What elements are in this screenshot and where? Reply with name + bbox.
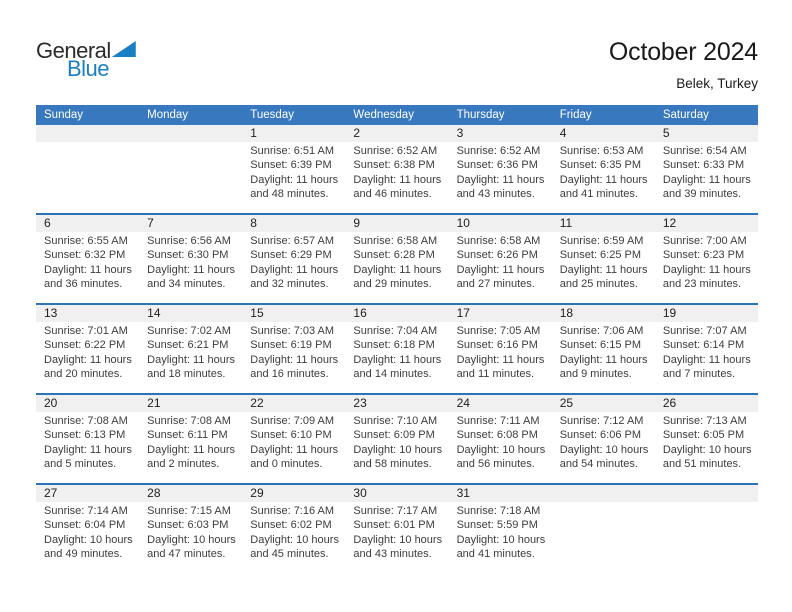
sunrise-text: Sunrise: 7:14 AM (44, 505, 128, 517)
sunrise-text: Sunrise: 7:03 AM (250, 325, 335, 337)
sunrise-text: Sunrise: 7:18 AM (456, 505, 541, 517)
day-number: 15 (250, 306, 264, 320)
sunrise-text: Sunrise: 7:12 AM (559, 415, 644, 427)
daylight-text-line2: and 27 minutes. (456, 277, 535, 290)
calendar-cell (36, 502, 139, 573)
sunrise-text: Sunrise: 7:07 AM (662, 325, 747, 337)
day-number: 11 (559, 216, 573, 230)
logo-word-blue: Blue (67, 56, 110, 81)
sunrise-text: Sunrise: 7:11 AM (456, 415, 540, 427)
calendar-cell (449, 412, 552, 483)
sunrise-text: Sunrise: 6:52 AM (353, 145, 438, 157)
daylight-text-line2: and 49 minutes. (44, 547, 123, 560)
calendar-cell (139, 232, 242, 303)
daylight-text-line1: Daylight: 11 hours (662, 263, 751, 276)
wedge-triangle-icon (112, 41, 136, 57)
sunrise-text: Sunrise: 7:10 AM (353, 415, 438, 427)
day-number: 31 (456, 486, 470, 500)
daylight-text-line1: Daylight: 11 hours (559, 263, 648, 276)
calendar-cell (242, 502, 345, 573)
daylight-text-line2: and 46 minutes. (353, 187, 432, 200)
sunset-text: Sunset: 6:19 PM (250, 339, 332, 352)
day-number: 3 (456, 126, 464, 140)
sunset-text: Sunset: 6:21 PM (147, 339, 229, 352)
daylight-text-line2: and 56 minutes. (456, 457, 535, 470)
weekday-header-saturday: Saturday (662, 109, 709, 121)
sunset-text: Sunset: 6:28 PM (353, 249, 435, 262)
sunset-text: Sunset: 6:01 PM (353, 519, 435, 532)
sunrise-text: Sunrise: 6:53 AM (559, 145, 644, 157)
sunrise-text: Sunrise: 6:58 AM (456, 235, 541, 247)
page-subtitle: Belek, Turkey (676, 76, 758, 91)
sunset-text: Sunset: 6:36 PM (456, 159, 538, 172)
sunrise-text: Sunrise: 6:54 AM (662, 145, 747, 157)
calendar-cell (139, 502, 242, 573)
day-number: 4 (559, 126, 567, 140)
week-row (36, 213, 758, 303)
week-content-row (36, 502, 758, 573)
day-number: 18 (559, 306, 574, 320)
daylight-text-line1: Daylight: 11 hours (250, 263, 339, 276)
calendar-cell (655, 322, 758, 393)
day-number: 16 (353, 306, 367, 320)
daylight-text-line2: and 20 minutes. (44, 367, 123, 380)
daylight-text-line1: Daylight: 10 hours (147, 533, 236, 546)
calendar-cell (36, 322, 139, 393)
calendar-cell-empty (139, 142, 242, 213)
sunset-text: Sunset: 6:14 PM (662, 339, 745, 352)
weekday-header-tuesday: Tuesday (250, 109, 294, 121)
sunset-text: Sunset: 6:02 PM (250, 519, 332, 532)
daylight-text-line2: and 47 minutes. (147, 547, 226, 560)
daylight-text-line1: Daylight: 11 hours (147, 443, 235, 456)
daylight-text-line1: Daylight: 10 hours (250, 533, 339, 546)
calendar-cell (655, 232, 758, 303)
sunset-text: Sunset: 6:04 PM (44, 519, 126, 532)
calendar-cell-empty (36, 142, 139, 213)
week-content-row (36, 232, 758, 303)
daylight-text-line1: Daylight: 10 hours (353, 443, 443, 456)
day-number: 19 (662, 306, 677, 320)
day-number: 8 (250, 216, 257, 230)
sunset-text: Sunset: 6:30 PM (147, 249, 229, 262)
day-number: 27 (44, 486, 58, 500)
daylight-text-line1: Daylight: 10 hours (559, 443, 649, 456)
day-number-strip (36, 305, 758, 322)
daylight-text-line2: and 36 minutes. (44, 277, 123, 290)
sunset-text: Sunset: 6:15 PM (559, 339, 642, 352)
daylight-text-line1: Daylight: 11 hours (353, 173, 442, 186)
calendar-cell (552, 232, 655, 303)
daylight-text-line2: and 7 minutes. (662, 367, 735, 380)
sunset-text: Sunset: 6:33 PM (662, 159, 745, 172)
daylight-text-line1: Daylight: 10 hours (662, 443, 752, 456)
day-number: 23 (353, 396, 367, 410)
daylight-text-line1: Daylight: 11 hours (353, 353, 442, 366)
daylight-text-line1: Daylight: 11 hours (559, 173, 648, 186)
daylight-text-line1: Daylight: 11 hours (456, 173, 545, 186)
daylight-text-line2: and 48 minutes. (250, 187, 329, 200)
sunrise-text: Sunrise: 6:57 AM (250, 235, 335, 247)
sunrise-text: Sunrise: 7:08 AM (147, 415, 231, 427)
day-number: 12 (662, 216, 677, 230)
day-number-strip (36, 215, 758, 232)
calendar-cell (552, 412, 655, 483)
sunset-text: Sunset: 6:18 PM (353, 339, 435, 352)
day-number: 2 (353, 126, 361, 140)
daylight-text-line2: and 2 minutes. (147, 457, 220, 470)
day-number: 20 (44, 396, 58, 410)
day-number: 5 (662, 126, 670, 140)
daylight-text-line1: Daylight: 11 hours (662, 173, 751, 186)
sunrise-text: Sunrise: 7:00 AM (662, 235, 747, 247)
daylight-text-line2: and 18 minutes. (147, 367, 226, 380)
sunrise-text: Sunrise: 7:04 AM (353, 325, 438, 337)
weekday-header-wednesday: Wednesday (353, 109, 414, 121)
daylight-text-line2: and 14 minutes. (353, 367, 432, 380)
day-number-empty (36, 125, 139, 142)
sunrise-text: Sunrise: 7:02 AM (147, 325, 231, 337)
sunrise-text: Sunrise: 7:09 AM (250, 415, 335, 427)
daylight-text-line2: and 11 minutes. (456, 367, 535, 380)
daylight-text-line2: and 54 minutes. (559, 457, 638, 470)
sunset-text: Sunset: 6:26 PM (456, 249, 538, 262)
calendar-cell (242, 322, 345, 393)
sunset-text: Sunset: 6:11 PM (147, 429, 228, 442)
sunset-text: Sunset: 6:22 PM (44, 339, 126, 352)
sunrise-text: Sunrise: 7:16 AM (250, 505, 335, 517)
sunset-text: Sunset: 6:13 PM (44, 429, 126, 442)
day-number: 21 (147, 396, 161, 410)
daylight-text-line1: Daylight: 10 hours (44, 533, 133, 546)
sunset-text: Sunset: 6:03 PM (147, 519, 229, 532)
day-number-empty (139, 125, 242, 142)
sunset-text: Sunset: 6:25 PM (559, 249, 642, 262)
daylight-text-line2: and 29 minutes. (353, 277, 432, 290)
sunset-text: Sunset: 6:16 PM (456, 339, 538, 352)
day-number-strip (36, 395, 758, 412)
daylight-text-line1: Daylight: 10 hours (456, 443, 546, 456)
daylight-text-line1: Daylight: 11 hours (456, 263, 545, 276)
daylight-text-line1: Daylight: 11 hours (44, 443, 132, 456)
calendar-cell (139, 412, 242, 483)
sunset-text: Sunset: 6:10 PM (250, 429, 332, 442)
sunset-text: Sunset: 6:32 PM (44, 249, 126, 262)
sunrise-text: Sunrise: 7:13 AM (662, 415, 747, 427)
week-row (36, 303, 758, 393)
daylight-text-line2: and 5 minutes. (44, 457, 117, 470)
calendar-cell (449, 322, 552, 393)
daylight-text-line2: and 23 minutes. (662, 277, 742, 290)
daylight-text-line1: Daylight: 11 hours (44, 353, 132, 366)
calendar-cell (345, 322, 448, 393)
daylight-text-line2: and 45 minutes. (250, 547, 329, 560)
daylight-text-line2: and 9 minutes. (559, 367, 632, 380)
sunrise-text: Sunrise: 7:05 AM (456, 325, 541, 337)
general-blue-logo (36, 40, 136, 80)
sunset-text: Sunset: 6:39 PM (250, 159, 332, 172)
calendar-cell (242, 412, 345, 483)
sunrise-text: Sunrise: 6:51 AM (250, 145, 335, 157)
calendar-cell (36, 412, 139, 483)
sunset-text: Sunset: 6:23 PM (662, 249, 745, 262)
sunrise-text: Sunrise: 7:15 AM (147, 505, 231, 517)
sunrise-text: Sunrise: 6:59 AM (559, 235, 644, 247)
calendar-cell-empty (655, 502, 758, 573)
sunrise-text: Sunrise: 6:52 AM (456, 145, 541, 157)
day-number: 22 (250, 396, 264, 410)
calendar-cell (449, 232, 552, 303)
daylight-text-line2: and 41 minutes. (559, 187, 638, 200)
sunrise-text: Sunrise: 6:56 AM (147, 235, 231, 247)
calendar-table (36, 105, 758, 573)
calendar-cell (345, 232, 448, 303)
calendar-cell (449, 142, 552, 213)
day-number: 29 (250, 486, 264, 500)
daylight-text-line1: Daylight: 11 hours (353, 263, 442, 276)
calendar-cell (449, 502, 552, 573)
week-content-row (36, 142, 758, 213)
day-number: 1 (250, 126, 257, 140)
day-number: 28 (147, 486, 161, 500)
daylight-text-line1: Daylight: 10 hours (353, 533, 443, 546)
weekday-header-monday: Monday (147, 109, 189, 121)
calendar-cell (552, 322, 655, 393)
weekday-header-sunday: Sunday (44, 109, 84, 121)
daylight-text-line2: and 43 minutes. (353, 547, 432, 560)
daylight-text-line1: Daylight: 11 hours (250, 443, 339, 456)
week-content-row (36, 322, 758, 393)
daylight-text-line1: Daylight: 11 hours (662, 353, 751, 366)
sunset-text: Sunset: 6:29 PM (250, 249, 332, 262)
daylight-text-line1: Daylight: 11 hours (456, 353, 545, 366)
sunset-text: Sunset: 6:08 PM (456, 429, 538, 442)
weekday-header-friday: Friday (559, 109, 592, 121)
sunset-text: Sunset: 6:06 PM (559, 429, 642, 442)
sunrise-text: Sunrise: 7:08 AM (44, 415, 128, 427)
daylight-text-line1: Daylight: 11 hours (147, 353, 235, 366)
day-number-empty (655, 485, 758, 502)
day-number: 10 (456, 216, 470, 230)
sunset-text: Sunset: 6:05 PM (662, 429, 745, 442)
day-number: 7 (147, 216, 154, 230)
sunrise-text: Sunrise: 6:58 AM (353, 235, 438, 247)
daylight-text-line2: and 39 minutes. (662, 187, 742, 200)
daylight-text-line2: and 58 minutes. (353, 457, 432, 470)
calendar-cell (242, 232, 345, 303)
weeks-container (36, 125, 758, 573)
calendar-cell (655, 142, 758, 213)
day-number: 14 (147, 306, 161, 320)
daylight-text-line2: and 32 minutes. (250, 277, 329, 290)
calendar-cell (345, 412, 448, 483)
day-number: 30 (353, 486, 367, 500)
day-number: 24 (456, 396, 470, 410)
calendar-cell (242, 142, 345, 213)
daylight-text-line2: and 43 minutes. (456, 187, 535, 200)
weekday-header-thursday: Thursday (456, 109, 505, 121)
page-title: October 2024 (608, 38, 758, 66)
calendar-cell (552, 142, 655, 213)
day-number-strip (36, 125, 758, 142)
day-number-empty (552, 485, 655, 502)
calendar-cell (655, 412, 758, 483)
weekday-header-row (36, 105, 758, 125)
day-number: 13 (44, 306, 58, 320)
title-block (609, 38, 758, 91)
daylight-text-line2: and 0 minutes. (250, 457, 323, 470)
sunset-text: Sunset: 6:38 PM (353, 159, 435, 172)
logo-word-general: General (36, 38, 111, 63)
sunset-text: Sunset: 6:09 PM (353, 429, 435, 442)
calendar-cell (345, 142, 448, 213)
sunset-text: Sunset: 5:59 PM (456, 519, 538, 532)
daylight-text-line1: Daylight: 11 hours (44, 263, 132, 276)
day-number: 25 (559, 396, 574, 410)
calendar-cell-empty (552, 502, 655, 573)
daylight-text-line2: and 41 minutes. (456, 547, 535, 560)
daylight-text-line2: and 51 minutes. (662, 457, 742, 470)
day-number: 6 (44, 216, 51, 230)
daylight-text-line2: and 34 minutes. (147, 277, 226, 290)
daylight-text-line1: Daylight: 11 hours (250, 353, 339, 366)
sunrise-text: Sunrise: 7:06 AM (559, 325, 644, 337)
day-number: 26 (662, 396, 677, 410)
daylight-text-line1: Daylight: 10 hours (456, 533, 546, 546)
daylight-text-line2: and 16 minutes. (250, 367, 329, 380)
daylight-text-line1: Daylight: 11 hours (250, 173, 339, 186)
week-content-row (36, 412, 758, 483)
calendar-cell (36, 232, 139, 303)
day-number: 9 (353, 216, 361, 230)
sunrise-text: Sunrise: 7:17 AM (353, 505, 438, 517)
sunrise-text: Sunrise: 7:01 AM (44, 325, 128, 337)
day-number-strip (36, 485, 758, 502)
week-row (36, 483, 758, 573)
daylight-text-line1: Daylight: 11 hours (147, 263, 235, 276)
week-row (36, 393, 758, 483)
daylight-text-line1: Daylight: 11 hours (559, 353, 648, 366)
sunrise-text: Sunrise: 6:55 AM (44, 235, 128, 247)
day-number: 17 (456, 306, 470, 320)
calendar-cell (345, 502, 448, 573)
sunset-text: Sunset: 6:35 PM (559, 159, 642, 172)
week-row (36, 125, 758, 213)
daylight-text-line2: and 25 minutes. (559, 277, 638, 290)
calendar-cell (139, 322, 242, 393)
